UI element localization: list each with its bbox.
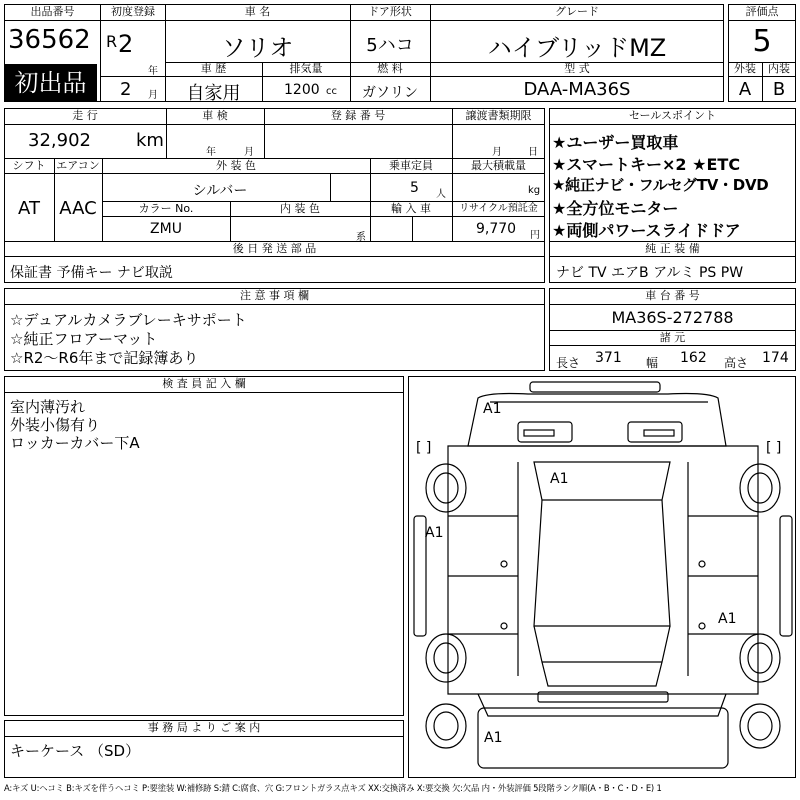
inspection-year-unit: 年 <box>206 147 216 158</box>
sales-point: ★両側パワースライドドア <box>552 221 741 240</box>
office-note: キーケース （SD） <box>10 742 141 760</box>
inspector-label: 検 査 員 記 入 欄 <box>162 377 246 390</box>
grade: ハイブリッドMZ <box>487 34 667 62</box>
model-label: 型 式 <box>564 62 590 75</box>
note-item: ☆R2～R6年まで記録簿あり <box>10 349 199 367</box>
note-item: ☆デュアルカメラブレーキサポート <box>10 311 247 329</box>
inspector-note: 室内薄汚れ <box>10 398 86 416</box>
interior-score: B <box>772 79 786 100</box>
damage-mark: A1 <box>550 471 569 487</box>
car-diagram <box>408 376 796 778</box>
damage-mark: A1 <box>483 401 502 417</box>
shift-value: AT <box>18 198 40 219</box>
fuel-label: 燃 料 <box>377 62 403 75</box>
model: DAA-MA36S <box>523 79 631 100</box>
height: 174 <box>762 350 789 366</box>
inspector-note: ロッカーカバー下A <box>10 434 140 452</box>
score-label: 評価点 <box>745 5 779 18</box>
later-parts-label: 後 日 発 送 部 品 <box>232 242 317 255</box>
legend: A:キズ U:ヘコミ B:キズを伴うヘコミ P:要塗装 W:補修跡 S:錆 C:腐食、穴 G:フロントガラス点キズ XX:交換済み X:要交換 欠:欠品 内・外装評価 5段階ランク順(A・B・C・D・E) 1 <box>4 783 662 793</box>
exterior-score: A <box>738 79 752 100</box>
max-load-unit: kg <box>528 185 541 196</box>
registration-label: 初度登録 <box>111 5 155 18</box>
mileage-label: 走 行 <box>72 109 98 122</box>
aircon-label: エアコン <box>56 159 100 172</box>
color-no-label: カラー No. <box>138 202 194 215</box>
max-load-label: 最大積載量 <box>471 159 526 172</box>
lot-number: 36562 <box>8 25 91 55</box>
exterior-label: 外装 <box>734 62 756 75</box>
sales-point: ★全方位モニター <box>552 199 679 218</box>
interior-color-unit: 系 <box>356 232 366 243</box>
aircon-value: AAC <box>59 198 97 219</box>
office-label: 事 務 局 よ り ご 案 内 <box>147 721 261 734</box>
transfer-label: 譲渡書類期限 <box>465 109 532 122</box>
transfer-day-unit: 日 <box>528 147 538 158</box>
history-label: 車 歴 <box>200 62 227 75</box>
notes-label: 注 意 事 項 欄 <box>240 289 309 302</box>
bracket-marker: [ ] <box>766 440 782 456</box>
capacity-unit: 人 <box>436 189 446 200</box>
later-parts: 保証書 予備キー ナビ取説 <box>10 265 173 281</box>
door-shape: 5ハコ <box>366 35 414 56</box>
damage-mark: A1 <box>425 525 444 541</box>
width: 162 <box>680 350 707 366</box>
score-value: 5 <box>752 24 772 59</box>
chassis-number: MA36S-272788 <box>611 308 734 327</box>
recycle-value: 9,770 <box>476 221 517 237</box>
plate-label: 登 録 番 号 <box>330 109 386 122</box>
inspection-label: 車 検 <box>202 109 228 122</box>
car-name-label: 車 名 <box>244 5 271 18</box>
sales-point: ★スマートキー×2 ★ETC <box>552 155 741 174</box>
recycle-unit: 円 <box>530 230 540 241</box>
lot-label: 出品番号 <box>30 5 75 18</box>
registration-month: 2 <box>120 79 132 100</box>
exterior-color-label: 外 装 色 <box>216 159 256 172</box>
first-listing-badge: 初出品 <box>4 64 97 102</box>
displacement: 1200 <box>284 82 320 98</box>
mileage-unit: km <box>136 130 164 151</box>
bracket-marker: [ ] <box>416 440 432 456</box>
sales-points-label: セールスポイント <box>628 109 716 122</box>
car-name: ソリオ <box>221 34 294 62</box>
height-label: 高さ <box>724 356 749 370</box>
exterior-color: シルバー <box>192 183 248 199</box>
displacement-unit: cc <box>326 86 337 97</box>
capacity-label: 乗車定員 <box>389 159 433 172</box>
interior-color-label: 内 装 色 <box>280 202 320 215</box>
dimensions-label: 諸 元 <box>659 331 686 344</box>
registration-year: 2 <box>118 30 134 58</box>
mileage-value: 32,902 <box>28 130 91 151</box>
registration-era: R <box>106 32 118 51</box>
capacity-value: 5 <box>410 180 419 196</box>
inspector-note: 外装小傷有り <box>10 416 101 434</box>
chassis-label: 車 台 番 号 <box>645 289 700 302</box>
year-unit: 年 <box>148 66 158 77</box>
sales-point: ★純正ナビ・フルセグTV・DVD <box>552 176 769 194</box>
sales-point: ★ユーザー買取車 <box>552 133 679 152</box>
note-item: ☆純正フロアーマット <box>10 330 158 348</box>
fuel: ガソリン <box>362 85 418 101</box>
transfer-month-unit: 月 <box>492 147 502 158</box>
damage-mark: A1 <box>718 611 737 627</box>
recycle-label: リサイクル預託金 <box>459 203 538 214</box>
month-unit: 月 <box>148 90 158 101</box>
equipment-label: 純 正 装 備 <box>645 242 700 255</box>
history-value: 自家用 <box>186 83 241 104</box>
interior-label: 内装 <box>768 62 790 75</box>
color-no: ZMU <box>150 221 182 237</box>
grade-label: グレード <box>555 5 599 18</box>
displacement-label: 排気量 <box>289 62 323 75</box>
shift-label: シフト <box>12 159 46 172</box>
import-label: 輸 入 車 <box>391 202 431 215</box>
damage-mark: A1 <box>484 730 503 746</box>
length: 371 <box>595 350 622 366</box>
width-label: 幅 <box>646 356 659 370</box>
equipment: ナビ TV エアB アルミ PS PW <box>556 265 744 281</box>
door-shape-label: ドア形状 <box>368 5 412 18</box>
inspection-month-unit: 月 <box>244 147 254 158</box>
length-label: 長さ <box>556 356 581 370</box>
